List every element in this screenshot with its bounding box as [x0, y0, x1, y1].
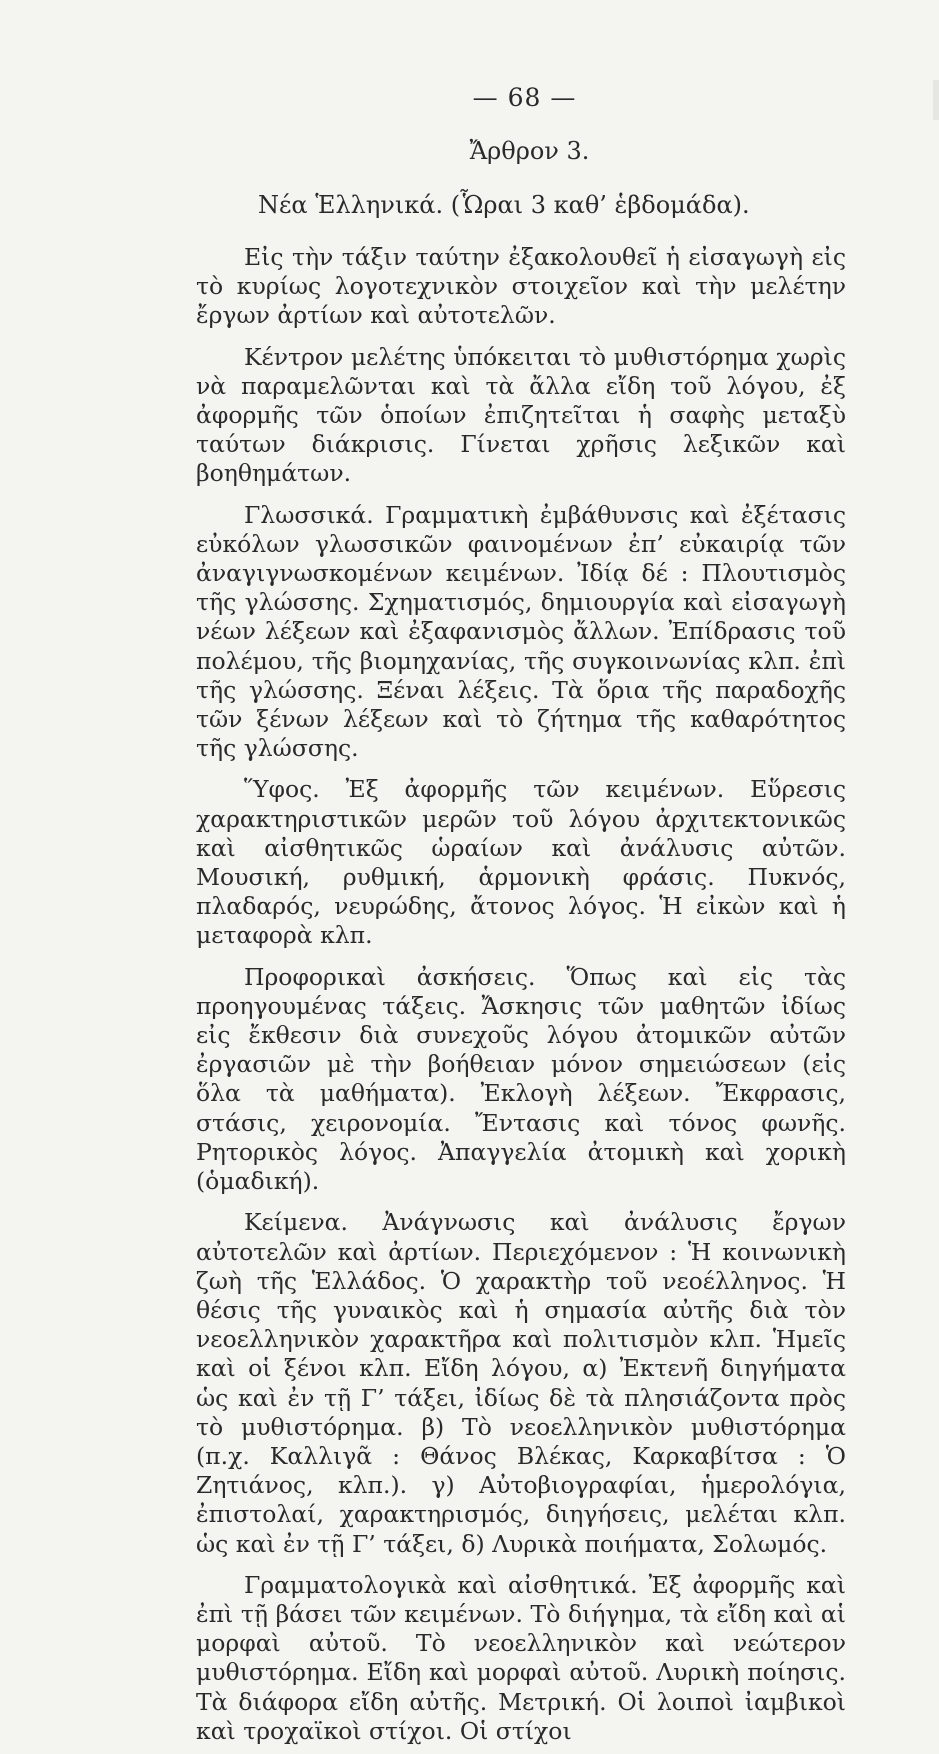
paragraph-style: Ὕφος. Ἐξ ἀφορμῆς τῶν κειμένων. Εὕρεσις χαρακτηριστικῶν μερῶν τοῦ λόγου ἀρχιτεκτονικῶς καὶ αἰσθητικῶς ὡραίων καὶ ἀνάλυσις αὐτῶν. Μουσική, ρυθμική, ἁρμονικὴ φράσις. Πυκνός, πλαδαρός, νευρώδης, ἄτονος λόγος. Ἡ εἰκὼν καὶ ἡ μεταφορὰ κλπ.: [196, 775, 846, 950]
paragraph-center-of-study: Κέντρον μελέτης ὑπόκειται τὸ μυθιστόρημα χωρὶς νὰ παραμελῶνται καὶ τὰ ἄλλα εἴδη τοῦ λόγου, ἐξ ἀφορμῆς τῶν ὁποίων ἐπιζητεῖται ἡ σαφὴς μεταξὺ ταύτων διάκρισις. Γίνεται χρῆσις λεξικῶν καὶ βοηθημάτων.: [196, 342, 846, 488]
body-text: [196, 243, 846, 1754]
paragraph-oral-exercises: Προφορικαὶ ἀσκήσεις. Ὅπως καὶ εἰς τὰς προηγουμένας τάξεις. Ἄσκησις τῶν μαθητῶν ἰδίως εἰς ἔκθεσιν διὰ συνεχοῦς λόγου ἀτομικῶν αὐτῶν ἐργασιῶν μὲ τὴν βοήθειαν μόνον σημειώσεων (εἰς ὅλα τὰ μαθήματα). Ἐκλογὴ λέξεων. Ἔκφρασις, στάσις, χειρονομία. Ἔντασις καὶ τόνος φωνῆς. Ρητορικὸς λόγος. Ἀπαγγελία ἀτομικὴ καὶ χορικὴ (ὁμαδική).: [196, 962, 846, 1196]
paragraph-linguistics: Γλωσσικά. Γραμματικὴ ἐμβάθυνσις καὶ ἐξέτασις εὐκόλων γλωσσικῶν φαινομένων ἐπ’ εὐκαιρίᾳ τῶν ἀναγιγνωσκομένων κειμένων. Ἰδίᾳ δέ : Πλουτισμὸς τῆς γλώσσης. Σχηματισμός, δημιουργία καὶ εἰσαγωγὴ νέων λέξεων καὶ ἐξαφανισμὸς ἄλλων. Ἐπίδρασις τοῦ πολέμου, τῆς βιομηχανίας, τῆς συγκοινωνίας κλπ. ἐπὶ τῆς γλώσσης. Ξέναι λέξεις. Τὰ ὅρια τῆς παραδοχῆς τῶν ξένων λέξεων καὶ τὸ ζήτημα τῆς καθαρότητος τῆς γλώσσης.: [196, 500, 846, 763]
article-heading: Ἄρθρον 3.: [469, 137, 590, 165]
paragraph-literature-aesthetics: Γραμματολογικὰ καὶ αἰσθητικά. Ἐξ ἀφορμῆς καὶ ἐπὶ τῇ βάσει τῶν κειμένων. Τὸ διήγημα, τὰ εἴδη καὶ αἱ μορφαὶ αὐτοῦ. Τὸ νεοελληνικὸν καὶ νεώτερον μυθιστόρημα. Εἴδη καὶ μορφαὶ αὐτοῦ. Λυρικὴ ποίησις. Τὰ διάφορα εἴδη αὐτῆς. Μετρική. Οἱ λοιποὶ ἰαμβικοὶ καὶ τροχαϊκοὶ στίχοι. Οἱ στίχοι: [196, 1570, 846, 1745]
section-heading: Νέα Ἑλληνικά. (Ὧραι 3 καθ’ ἑβδομάδα).: [258, 191, 750, 219]
page-number: — 68 —: [472, 83, 577, 112]
paragraph-intro: Εἰς τὴν τάξιν ταύτην ἐξακολουθεῖ ἡ εἰσαγωγὴ εἰς τὸ κυρίως λογοτεχνικὸν στοιχεῖον καὶ τὴν μελέτην ἔργων ἀρτίων καὶ αὐτοτελῶν.: [196, 243, 846, 330]
paragraph-texts: Κείμενα. Ἀνάγνωσις καὶ ἀνάλυσις ἔργων αὐτοτελῶν καὶ ἀρτίων. Περιεχόμενον : Ἡ κοινωνικὴ ζωὴ τῆς Ἑλλάδος. Ὁ χαρακτὴρ τοῦ νεοέλληνος. Ἡ θέσις τῆς γυναικὸς καὶ ἡ σημασία αὐτῆς διὰ τὸν νεοελληνικὸν χαρακτῆρα καὶ πολιτισμὸν κλπ. Ἡμεῖς καὶ οἱ ξένοι κλπ. Εἴδη λόγου, α) Ἐκτενῆ διηγήματα ὡς καὶ ἐν τῇ Γ’ τάξει, ἰδίως δὲ τὰ πλησιάζοντα πρὸς τὸ μυθιστόρημα. β) Τὸ νεοελληνικὸν μυθιστόρημα (π.χ. Καλλιγᾶ : Θάνος Βλέκας, Καρκαβίτσα : Ὁ Ζητιάνος, κλπ.). γ) Αὐτοβιογραφίαι, ἡμερολόγια, ἐπιστολαί, χαρακτηρισμός, διηγήσεις, μελέται κλπ. ὡς καὶ ἐν τῇ Γ’ τάξει, δ) Λυρικὰ ποιήματα, Σολωμός.: [196, 1208, 846, 1558]
